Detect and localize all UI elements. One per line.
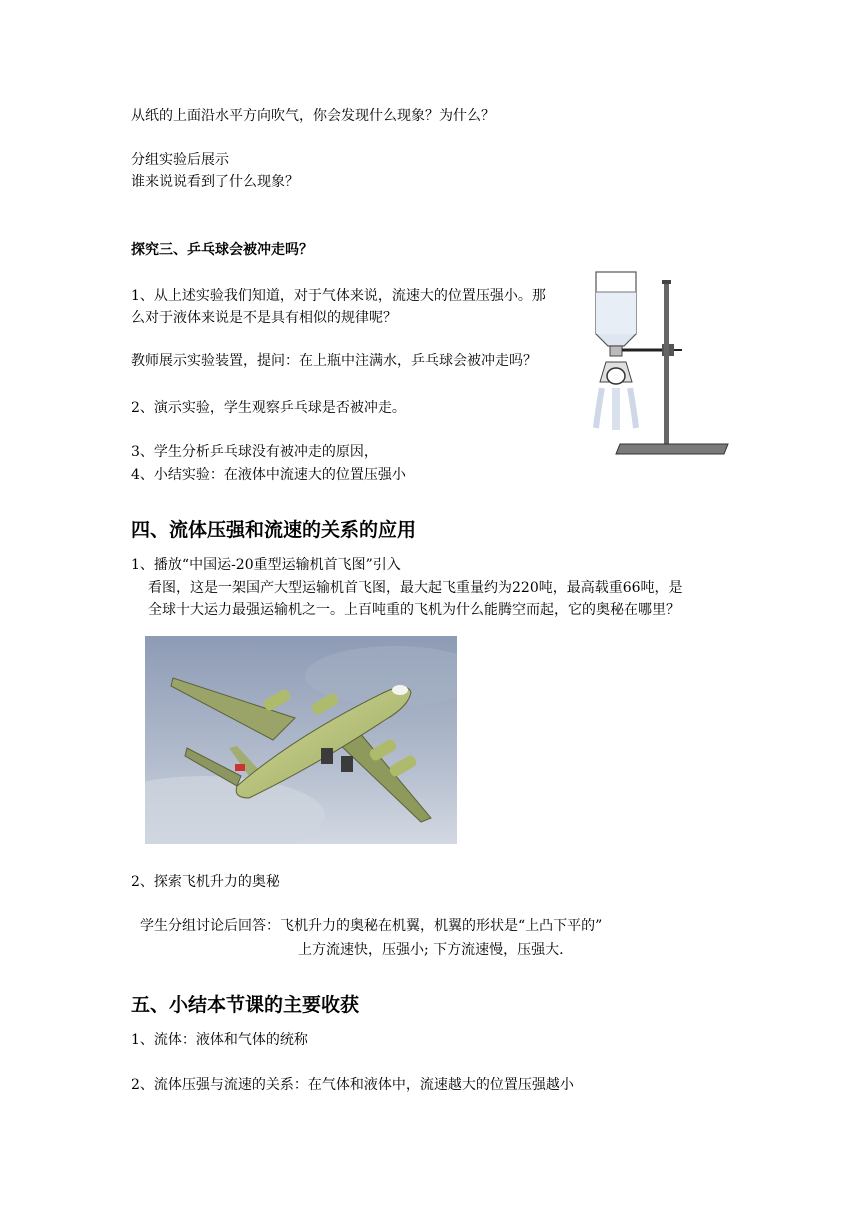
section4-heading: 四、流体压强和流速的关系的应用 xyxy=(131,519,417,541)
section4-item1-desc-line2: 全球十大运力最强运输机之一。上百吨重的飞机为什么能腾空而起，它的奥秘在哪里？ xyxy=(148,602,680,618)
explore3-item1-line1: 1、从上述实验我们知道，对于气体来说，流速大的位置压强小。那 xyxy=(131,288,546,304)
paragraph-group-demo: 分组实验后展示 xyxy=(131,152,229,168)
section5-item1: 1、流体：液体和气体的统称 xyxy=(131,1032,308,1048)
explore3-item1-line2: 么对于液体来说是不是具有相似的规律呢？ xyxy=(131,310,397,326)
explore3-teacher-question: 教师展示实验装置，提问：在上瓶中注满水，乒乓球会被冲走吗？ xyxy=(131,353,537,369)
ping-pong-apparatus-figure xyxy=(592,270,730,460)
paragraph-who-says: 谁来说说看到了什么现象？ xyxy=(131,174,299,190)
section4-item1-desc-line1: 看图，这是一架国产大型运输机首飞图，最大起飞重量约为220吨，最高载重66吨，是 xyxy=(148,580,683,596)
explore3-item3: 3、学生分析乒乓球没有被冲走的原因， xyxy=(131,444,378,460)
y20-airplane-photo xyxy=(145,636,457,844)
airplane-illustration xyxy=(145,636,457,844)
section4-item1: 1、播放“中国运-20重型运输机首飞图”引入 xyxy=(131,557,401,573)
explore3-item4: 4、小结实验：在液体中流速大的位置压强小 xyxy=(131,467,406,483)
section5-item2: 2、流体压强与流速的关系：在气体和液体中，流速越大的位置压强越小 xyxy=(131,1077,574,1093)
section4-item2-answer-line1: 学生分组讨论后回答：飞机升力的奥秘在机翼，机翼的形状是“上凸下平的” xyxy=(140,918,603,934)
paragraph-blow-paper: 从纸的上面沿水平方向吹气，你会发现什么现象？为什么？ xyxy=(131,108,495,124)
explore3-heading: 探究三、乒乓球会被冲走吗？ xyxy=(131,242,313,258)
explore3-item2: 2、演示实验，学生观察乒乓球是否被冲走。 xyxy=(131,400,406,416)
section5-heading: 五、小结本节课的主要收获 xyxy=(131,994,360,1016)
apparatus-drawing xyxy=(592,270,730,460)
section4-item2-answer-line2: 上方流速快，压强小; 下方流速慢，压强大. xyxy=(298,942,564,958)
section4-item2: 2、探索飞机升力的奥秘 xyxy=(131,874,280,890)
